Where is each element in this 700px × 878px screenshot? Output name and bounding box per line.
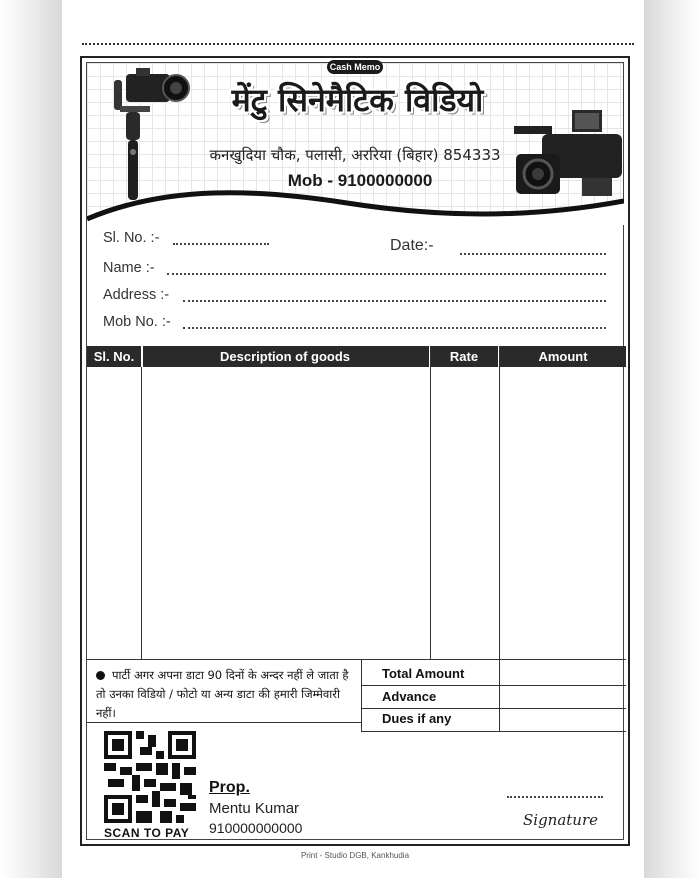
advance-label: Advance [382,689,437,704]
dues-label: Dues if any [382,711,452,726]
gimbal-camera-icon [100,66,195,206]
name-label: Name :- [103,260,155,276]
total-amount-label: Total Amount [382,666,465,681]
camcorder-icon [512,108,627,208]
table-bottom-line [87,659,626,660]
print-credit: Print - Studio DGB, Kankhudia [300,851,410,860]
business-mobile: Mob - 9100000000 [287,171,433,190]
mob-no-line [183,327,606,329]
col-line [499,346,500,659]
signature-label: Signature [523,811,599,829]
totals-left-line [361,659,362,732]
page-shadow-right [644,0,700,878]
signature-line [507,796,603,798]
scan-to-pay-label: SCAN TO PAY [104,826,190,840]
perforation-line [82,43,634,45]
totals-row-line [361,685,626,686]
payment-qr-code-icon [104,731,196,823]
proprietor-name: Mentu Kumar [209,800,300,817]
totals-row-line [361,708,626,709]
col-sl-no: Sl. No. [93,349,135,364]
note-bottom-line [87,722,361,723]
sl-no-line [173,243,269,245]
col-line [430,346,431,659]
cash-memo-tag: Cash Memo [327,60,383,74]
totals-mid-line [499,659,500,732]
sl-no-label: Sl. No. :- [103,230,160,246]
data-retention-note: पार्टी अगर अपना डाटा 90 दिनों के अन्दर नहीं ले जाता है तो उनका विडियो / फोटो या अन्य डाटा की हमारी जिम्मेवारी नहीं। [96,668,349,720]
business-name: मेंटु सिनेमैटिक विडियो [231,81,484,119]
col-description: Description of goods [220,349,350,364]
address-line [183,300,606,302]
business-address: कनखुदिया चौक, पलासी, अररिया (बिहार) 854333 [209,146,501,164]
proprietor-label: Prop. [209,779,250,796]
address-label: Address :- [103,287,170,303]
date-label: Date:- [390,237,434,254]
proprietor-phone: 910000000000 [209,820,303,836]
col-line [141,367,142,659]
name-line [167,273,606,275]
totals-row-line [361,731,626,732]
date-line [460,253,606,255]
col-amount: Amount [538,349,588,364]
page-shadow-left [0,0,62,878]
mob-no-label: Mob No. :- [103,314,171,330]
col-rate: Rate [449,349,479,364]
